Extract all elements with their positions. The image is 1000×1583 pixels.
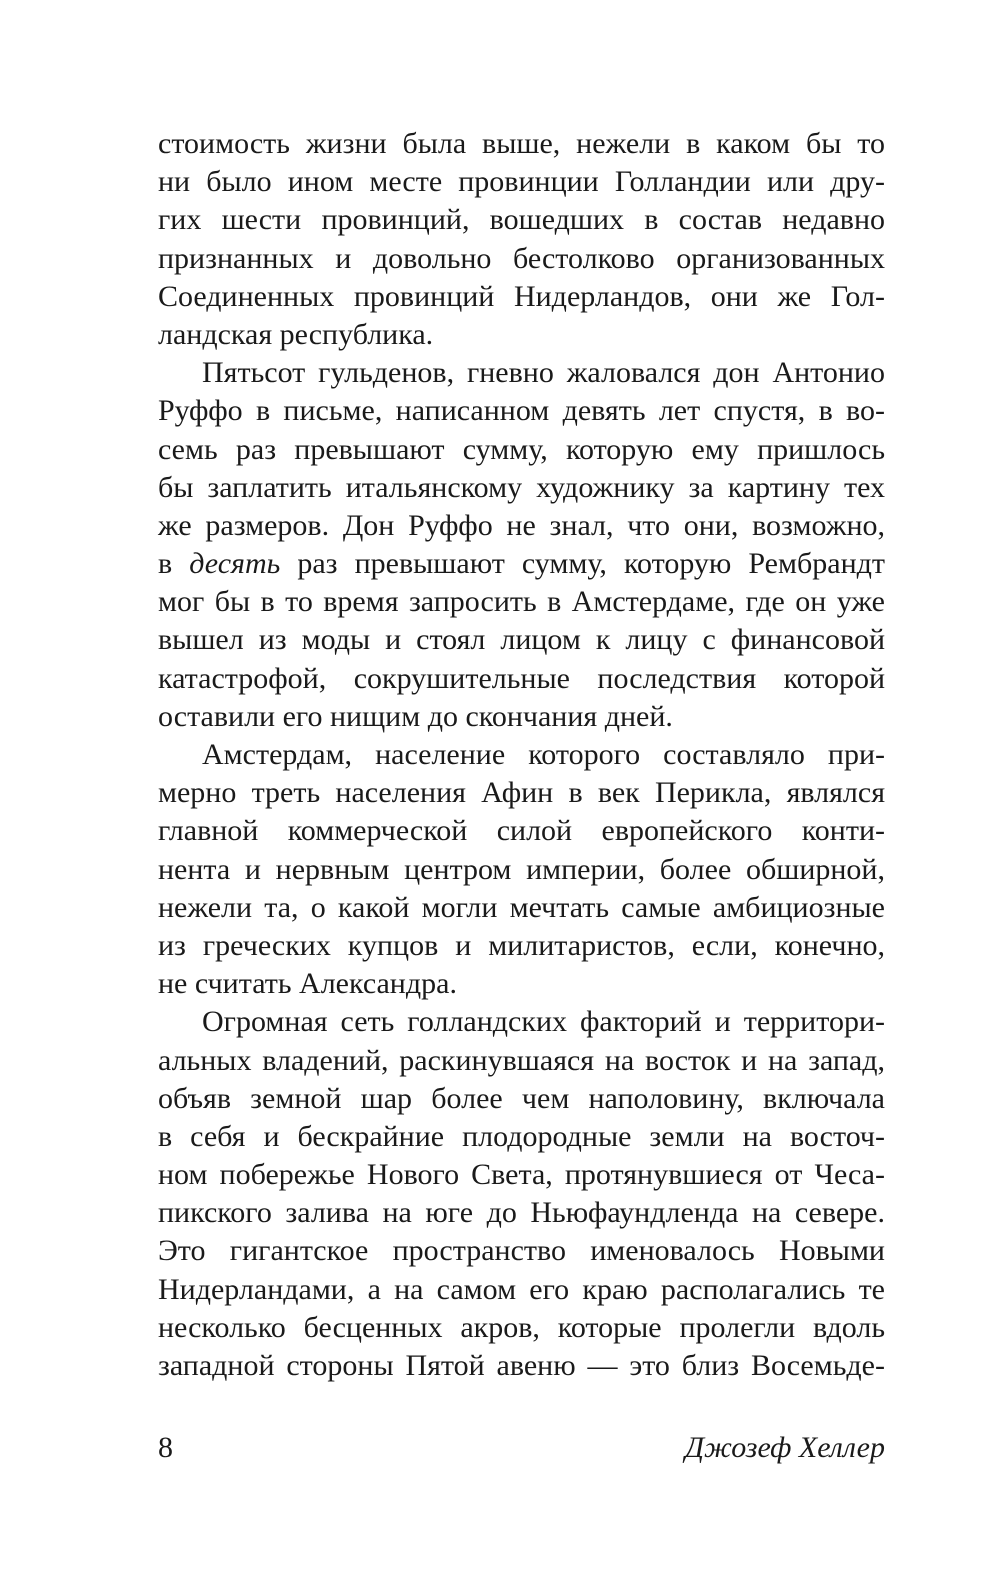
paragraph <box>158 736 885 1003</box>
text-line: альных владений, раскинувшаяся на восток и на запад, <box>158 1043 885 1077</box>
text-line: ландская республика. <box>158 317 434 351</box>
text-run: раз превышают сумму, которую Рембрандт <box>280 547 885 581</box>
text-line: из греческих купцов и милитаристов, если, конечно, <box>158 928 885 962</box>
text-line: пикского залива на юге до Ньюфаундленда на севере. <box>158 1196 885 1230</box>
text-line: Это гигантское пространство именовалось Новыми <box>158 1234 885 1268</box>
text-line: в себя и бескрайние плодородные земли на восточ- <box>158 1119 885 1153</box>
text-line: Соединенных провинций Нидерландов, они же Гол- <box>158 279 885 313</box>
text-run: в <box>158 547 190 581</box>
text-line: западной стороны Пятой авеню — это близ Восемьде- <box>158 1349 885 1382</box>
paragraph <box>158 354 885 736</box>
page-number: 8 <box>158 1431 173 1464</box>
text-line: признанных и довольно бестолково организованных <box>158 241 885 275</box>
text-line: Огромная сеть голландских факторий и территори- <box>202 1005 885 1039</box>
paragraph <box>158 125 885 354</box>
page-footer <box>158 1428 885 1468</box>
text-line: катастрофой, сокрушительные последствия которой <box>158 661 885 695</box>
text-line: нента и нервным центром империи, более обширной, <box>158 852 885 886</box>
text-line: Пятьсот гульденов, гневно жаловался дон Антонио <box>202 356 885 390</box>
text-line: несколько бесценных акров, которые пролегли вдоль <box>158 1310 885 1344</box>
text-line: оставили его нищим до скончания дней. <box>158 699 673 733</box>
text-line: нежели та, о какой могли мечтать самые амбициозные <box>158 890 885 924</box>
text-line: главной коммерческой силой европейского конти- <box>158 814 885 848</box>
running-footer-author: Джозеф Хеллер <box>684 1431 885 1464</box>
text-line: бы заплатить итальянскому художнику за картину тех <box>158 470 885 504</box>
text-line: же размеров. Дон Руффо не знал, что они, возможно, <box>158 508 885 542</box>
text-line: объяв земной шар более чем наполовину, включала <box>158 1081 885 1115</box>
text-line: семь раз превышают сумму, которую ему пришлось <box>158 432 885 466</box>
text-line: гих шести провинций, вошедших в состав недавно <box>158 203 885 237</box>
body-text <box>158 125 885 1385</box>
text-line: вышел из моды и стоял лицом к лицу с финансовой <box>158 623 885 657</box>
text-line: Нидерландами, а на самом его краю располагались те <box>158 1272 885 1306</box>
text-line: мерно треть населения Афин в век Перикла, являлся <box>158 776 885 810</box>
text-line: не считать Александра. <box>158 967 457 1001</box>
paragraph <box>158 1003 885 1385</box>
text-line <box>158 545 885 583</box>
text-line: Амстердам, население которого составляло при- <box>202 738 885 771</box>
text-line: мог бы в то время запросить в Амстердаме, где он уже <box>158 585 885 619</box>
text-line: стоимость жизни была выше, нежели в каком бы то <box>158 127 885 160</box>
text-line: ном побережье Нового Света, протянувшиеся от Чеса- <box>158 1158 885 1192</box>
text-line: Руффо в письме, написанном девять лет спустя, в во- <box>158 394 885 428</box>
text-line: ни было ином месте провинции Голландии или дру- <box>158 165 885 199</box>
emphasized-word: десять <box>189 547 281 581</box>
